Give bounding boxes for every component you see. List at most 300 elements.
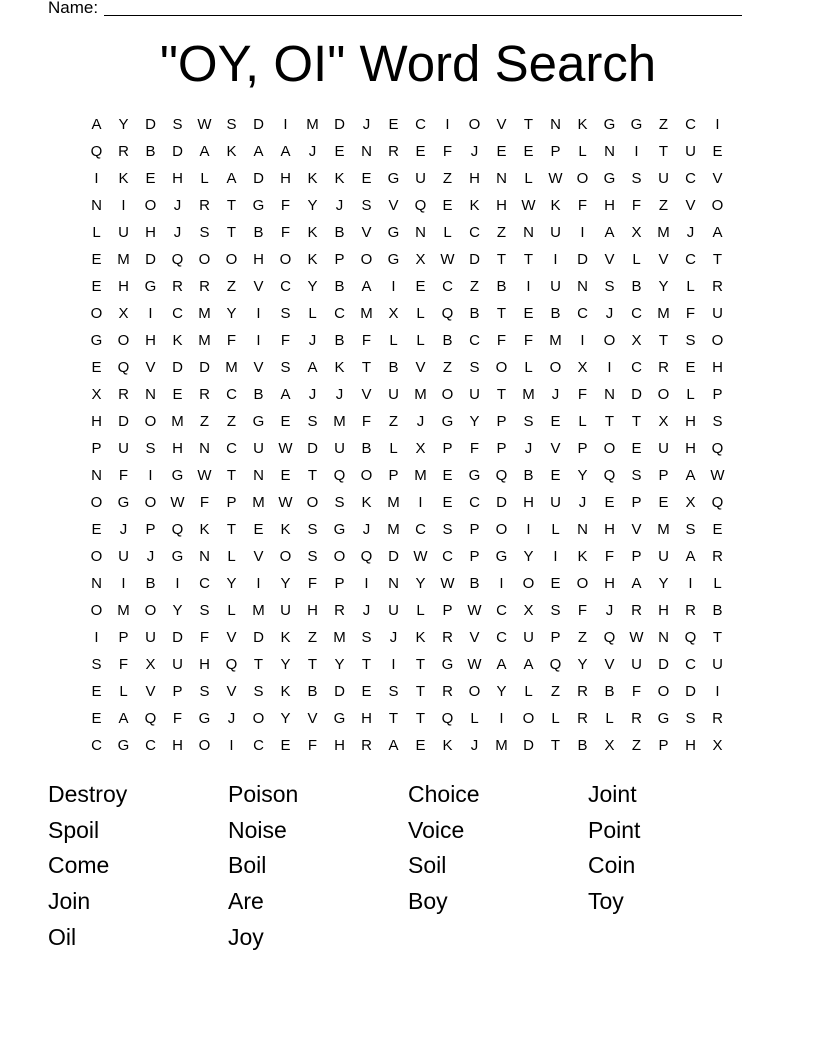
grid-letter: B (145, 143, 156, 160)
grid-letter: L (713, 575, 722, 592)
grid-letter: E (280, 467, 291, 484)
word-list-item: Soil (408, 852, 447, 879)
grid-letter: X (118, 305, 129, 322)
grid-letter: Q (90, 143, 103, 160)
grid-letter: P (118, 629, 129, 646)
grid-letter: B (388, 359, 399, 376)
grid-letter: O (198, 737, 211, 754)
grid-letter: U (712, 656, 723, 673)
grid-letter: H (523, 494, 534, 511)
grid-letter: O (90, 305, 103, 322)
grid-letter: L (605, 710, 614, 727)
grid-letter: U (469, 386, 480, 403)
grid-letter: U (145, 629, 156, 646)
grid-letter: H (172, 440, 183, 457)
grid-letter: Y (415, 575, 426, 592)
grid-letter: Q (441, 305, 454, 322)
grid-letter: V (307, 710, 318, 727)
grid-letter: A (118, 710, 129, 727)
grid-letter: S (685, 332, 696, 349)
grid-letter: G (144, 278, 157, 295)
grid-letter: L (119, 683, 128, 700)
grid-letter: S (442, 521, 453, 538)
grid-letter: L (389, 332, 398, 349)
grid-letter: E (253, 521, 264, 538)
grid-letter: C (280, 278, 291, 295)
grid-letter: O (279, 251, 292, 268)
grid-letter: Z (496, 224, 507, 241)
grid-letter: F (523, 332, 534, 349)
grid-letter: J (173, 197, 182, 214)
grid-letter: O (144, 602, 157, 619)
grid-letter: I (121, 197, 126, 214)
grid-letter: V (685, 197, 696, 214)
grid-letter: T (226, 224, 237, 241)
word-list-item: Destroy (48, 781, 128, 807)
grid-letter: Q (603, 467, 616, 484)
grid-letter: Y (307, 197, 318, 214)
grid-letter: F (280, 197, 291, 214)
grid-letter: I (391, 656, 396, 673)
grid-letter: N (91, 197, 102, 214)
grid-letter: P (577, 440, 588, 457)
grid-letter: S (388, 683, 399, 700)
word-list-item: Come (48, 852, 110, 879)
grid-letter: J (173, 224, 182, 241)
grid-letter: P (442, 602, 453, 619)
grid-letter: S (199, 224, 210, 241)
grid-letter: K (415, 629, 426, 646)
grid-row (83, 327, 731, 354)
grid-letter: A (685, 467, 696, 484)
grid-letter: T (523, 251, 534, 268)
grid-letter: R (118, 143, 129, 160)
grid-letter: Z (307, 629, 318, 646)
letter-grid (83, 111, 731, 759)
grid-letter: T (631, 413, 642, 430)
grid-letter: L (578, 413, 587, 430)
grid-letter: I (553, 548, 558, 565)
grid-letter: K (469, 197, 480, 214)
grid-letter: S (226, 116, 237, 133)
grid-letter: I (364, 575, 369, 592)
grid-letter: A (685, 548, 696, 565)
grid-letter: K (280, 629, 291, 646)
grid-letter: O (117, 332, 130, 349)
grid-letter: O (279, 548, 292, 565)
grid-letter: Y (172, 602, 183, 619)
grid-row (83, 408, 731, 435)
grid-letter: N (604, 386, 615, 403)
grid-row (83, 381, 731, 408)
grid-row (83, 219, 731, 246)
grid-letter: T (496, 305, 507, 322)
grid-row (83, 489, 731, 516)
word-list (48, 777, 768, 955)
grid-letter: R (712, 710, 723, 727)
word-list-item: Are (228, 888, 264, 915)
grid-letter: P (550, 143, 561, 160)
grid-letter: I (229, 737, 234, 754)
grid-letter: L (416, 332, 425, 349)
grid-letter: X (712, 737, 723, 754)
grid-letter: Z (469, 278, 480, 295)
grid-letter: H (604, 521, 615, 538)
grid-letter: T (307, 656, 318, 673)
grid-letter: V (496, 116, 507, 133)
grid-letter: G (603, 116, 616, 133)
grid-letter: W (197, 467, 212, 484)
word-list-item: Oil (48, 923, 77, 950)
grid-letter: R (199, 386, 210, 403)
grid-letter: J (362, 602, 371, 619)
grid-letter: G (252, 197, 265, 214)
grid-letter: I (94, 170, 99, 187)
grid-letter: P (334, 575, 345, 592)
grid-letter: W (710, 467, 725, 484)
page-title: "OY, OI" Word Search (159, 35, 657, 92)
grid-letter: W (548, 170, 563, 187)
word-list-item: Boy (408, 888, 448, 915)
grid-letter: T (361, 359, 372, 376)
grid-letter: E (550, 413, 561, 430)
grid-letter: Y (280, 656, 291, 673)
grid-row (83, 138, 731, 165)
grid-letter: A (361, 278, 372, 295)
grid-letter: O (711, 332, 724, 349)
grid-letter: S (91, 656, 102, 673)
grid-letter: B (253, 386, 264, 403)
grid-letter: E (631, 440, 642, 457)
grid-letter: H (712, 359, 723, 376)
grid-letter: M (333, 413, 346, 430)
grid-letter: P (631, 494, 642, 511)
grid-letter: Q (117, 359, 130, 376)
grid-letter: E (550, 467, 561, 484)
grid-letter: U (388, 602, 399, 619)
grid-letter: G (90, 332, 103, 349)
grid-letter: Q (171, 521, 184, 538)
grid-letter: V (712, 170, 723, 187)
grid-letter: G (387, 224, 400, 241)
grid-letter: Q (441, 710, 454, 727)
grid-letter: I (94, 629, 99, 646)
grid-letter: Q (171, 251, 184, 268)
grid-letter: M (657, 305, 670, 322)
grid-letter: H (145, 332, 156, 349)
grid-row (83, 705, 731, 732)
grid-letter: Y (523, 548, 534, 565)
grid-letter: T (388, 710, 399, 727)
grid-letter: C (631, 305, 642, 322)
grid-letter: N (604, 143, 615, 160)
grid-letter: R (388, 143, 399, 160)
grid-letter: M (333, 629, 346, 646)
grid-letter: X (685, 494, 696, 511)
grid-letter: T (226, 197, 237, 214)
grid-letter: U (253, 440, 264, 457)
grid-letter: H (91, 413, 102, 430)
grid-letter: E (685, 359, 696, 376)
grid-letter: D (469, 251, 480, 268)
grid-letter: S (307, 548, 318, 565)
grid-letter: I (148, 305, 153, 322)
grid-letter: H (334, 737, 345, 754)
grid-letter: W (197, 116, 212, 133)
grid-letter: E (550, 575, 561, 592)
grid-letter: Z (631, 737, 642, 754)
grid-letter: D (307, 440, 318, 457)
word-list-item: Poison (228, 781, 299, 807)
grid-letter: G (198, 710, 211, 727)
grid-letter: B (712, 602, 723, 619)
grid-row (83, 678, 731, 705)
grid-letter: G (441, 413, 454, 430)
grid-letter: N (496, 170, 507, 187)
grid-letter: I (580, 332, 585, 349)
grid-letter: D (523, 737, 534, 754)
grid-letter: N (199, 548, 210, 565)
grid-letter: S (307, 413, 318, 430)
grid-letter: F (577, 602, 588, 619)
grid-letter: T (604, 413, 615, 430)
grid-letter: R (334, 602, 345, 619)
grid-letter: O (495, 359, 508, 376)
grid-letter: M (549, 332, 562, 349)
grid-letter: L (686, 278, 695, 295)
grid-letter: C (415, 521, 426, 538)
grid-letter: D (172, 629, 183, 646)
grid-letter: K (577, 548, 588, 565)
grid-letter: P (712, 386, 723, 403)
grid-letter: C (442, 548, 453, 565)
grid-letter: H (307, 602, 318, 619)
grid-letter: T (307, 467, 318, 484)
grid-letter: E (442, 197, 453, 214)
grid-letter: C (577, 305, 588, 322)
grid-letter: H (118, 278, 129, 295)
grid-letter: D (253, 116, 264, 133)
grid-letter: U (280, 602, 291, 619)
grid-letter: K (280, 521, 291, 538)
grid-letter: B (469, 305, 480, 322)
grid-letter: O (306, 494, 319, 511)
grid-letter: R (712, 278, 723, 295)
grid-letter: P (334, 251, 345, 268)
grid-letter: T (658, 332, 669, 349)
grid-letter: E (91, 710, 102, 727)
grid-letter: F (469, 440, 480, 457)
grid-letter: V (145, 683, 156, 700)
grid-letter: E (523, 143, 534, 160)
grid-row (83, 570, 731, 597)
grid-letter: I (445, 116, 450, 133)
grid-letter: C (253, 737, 264, 754)
grid-letter: R (442, 683, 453, 700)
grid-letter: P (172, 683, 183, 700)
grid-letter: N (145, 386, 156, 403)
grid-letter: O (468, 116, 481, 133)
grid-letter: V (145, 359, 156, 376)
grid-letter: R (199, 197, 210, 214)
grid-letter: M (252, 494, 265, 511)
grid-row (83, 273, 731, 300)
grid-letter: H (280, 170, 291, 187)
grid-letter: A (712, 224, 723, 241)
grid-letter: T (253, 656, 264, 673)
grid-letter: D (172, 143, 183, 160)
grid-letter: B (307, 683, 318, 700)
grid-letter: J (605, 305, 614, 322)
grid-row (83, 192, 731, 219)
grid-letter: S (712, 413, 723, 430)
grid-letter: E (388, 116, 399, 133)
grid-letter: R (658, 359, 669, 376)
grid-letter: B (361, 440, 372, 457)
grid-letter: R (361, 737, 372, 754)
grid-letter: A (523, 656, 534, 673)
grid-letter: F (199, 494, 210, 511)
grid-letter: V (415, 359, 426, 376)
grid-letter: C (631, 359, 642, 376)
grid-letter: Y (280, 575, 291, 592)
grid-letter: M (198, 305, 211, 322)
grid-row (83, 165, 731, 192)
grid-letter: L (551, 710, 560, 727)
grid-letter: O (225, 251, 238, 268)
grid-letter: Z (577, 629, 588, 646)
grid-letter: J (119, 521, 128, 538)
grid-letter: H (685, 737, 696, 754)
grid-letter: J (524, 440, 533, 457)
grid-letter: M (117, 251, 130, 268)
grid-letter: E (361, 683, 372, 700)
grid-letter: M (495, 737, 508, 754)
grid-row (83, 543, 731, 570)
grid-letter: J (146, 548, 155, 565)
grid-letter: R (442, 629, 453, 646)
grid-letter: W (440, 575, 455, 592)
grid-letter: Q (603, 629, 616, 646)
grid-letter: D (658, 656, 669, 673)
grid-letter: B (577, 737, 588, 754)
grid-letter: F (442, 143, 453, 160)
grid-letter: R (712, 548, 723, 565)
grid-letter: Y (226, 305, 237, 322)
grid-letter: M (117, 602, 130, 619)
grid-letter: Y (577, 467, 588, 484)
grid-letter: F (604, 548, 615, 565)
grid-letter: H (253, 251, 264, 268)
grid-letter: R (199, 278, 210, 295)
grid-letter: T (712, 251, 723, 268)
grid-letter: I (121, 575, 126, 592)
grid-letter: S (604, 278, 615, 295)
grid-row (83, 462, 731, 489)
grid-letter: A (604, 224, 615, 241)
grid-letter: L (92, 224, 101, 241)
grid-letter: T (523, 116, 534, 133)
grid-letter: C (442, 278, 453, 295)
grid-letter: E (91, 359, 102, 376)
grid-letter: I (715, 683, 720, 700)
grid-letter: R (577, 683, 588, 700)
grid-letter: W (467, 602, 482, 619)
grid-letter: S (199, 683, 210, 700)
grid-letter: R (118, 386, 129, 403)
grid-letter: Z (388, 413, 399, 430)
grid-letter: H (496, 197, 507, 214)
grid-letter: K (361, 494, 372, 511)
grid-letter: S (523, 413, 534, 430)
grid-letter: C (415, 116, 426, 133)
grid-letter: A (226, 170, 237, 187)
grid-letter: U (388, 386, 399, 403)
grid-letter: L (389, 440, 398, 457)
grid-letter: K (280, 683, 291, 700)
grid-letter: O (549, 359, 562, 376)
grid-letter: Q (144, 710, 157, 727)
grid-letter: H (172, 737, 183, 754)
grid-letter: L (443, 224, 452, 241)
grid-letter: U (658, 170, 669, 187)
grid-letter: T (550, 737, 561, 754)
grid-letter: Z (226, 413, 237, 430)
grid-letter: M (387, 521, 400, 538)
grid-letter: G (117, 737, 130, 754)
grid-letter: W (170, 494, 185, 511)
grid-letter: I (256, 332, 261, 349)
grid-letter: V (226, 629, 237, 646)
grid-letter: U (118, 548, 129, 565)
grid-letter: I (526, 278, 531, 295)
grid-letter: A (496, 656, 507, 673)
grid-letter: P (145, 521, 156, 538)
grid-letter: L (227, 548, 236, 565)
grid-letter: J (308, 386, 317, 403)
grid-letter: Z (199, 413, 210, 430)
grid-letter: P (496, 413, 507, 430)
grid-letter: U (118, 440, 129, 457)
grid-letter: F (361, 332, 372, 349)
grid-letter: E (91, 278, 102, 295)
grid-letter: J (470, 143, 479, 160)
grid-letter: V (253, 359, 264, 376)
grid-letter: C (199, 575, 210, 592)
grid-letter: F (307, 575, 318, 592)
grid-letter: L (470, 710, 479, 727)
grid-letter: F (118, 467, 129, 484)
grid-letter: M (387, 494, 400, 511)
grid-letter: F (577, 386, 588, 403)
grid-letter: S (280, 359, 291, 376)
grid-letter: D (334, 116, 345, 133)
grid-letter: F (307, 737, 318, 754)
grid-letter: C (226, 440, 237, 457)
grid-letter: D (199, 359, 210, 376)
grid-letter: M (171, 413, 184, 430)
grid-letter: Q (711, 494, 724, 511)
grid-letter: V (388, 197, 399, 214)
grid-row (83, 732, 731, 759)
grid-row (83, 651, 731, 678)
grid-letter: E (712, 521, 723, 538)
grid-letter: M (657, 521, 670, 538)
grid-letter: B (496, 278, 507, 295)
grid-letter: G (495, 548, 508, 565)
grid-letter: J (362, 521, 371, 538)
grid-letter: Y (658, 278, 669, 295)
